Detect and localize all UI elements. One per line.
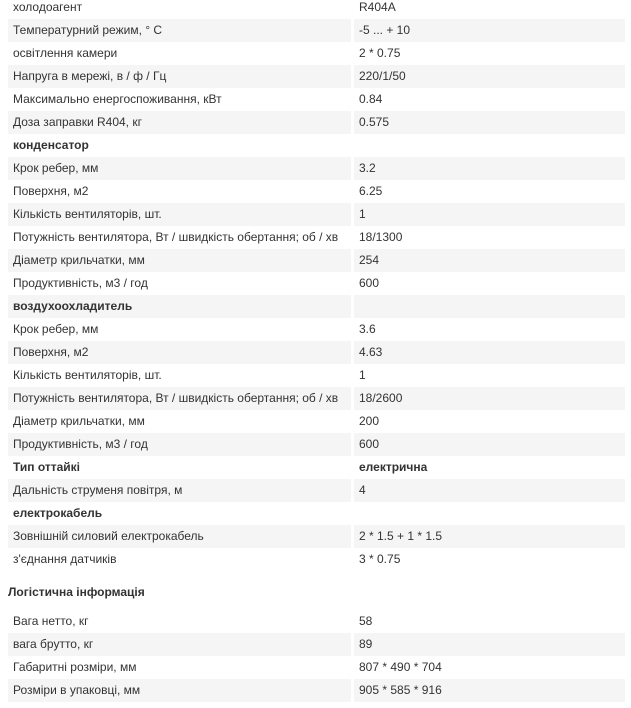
spec-row-max-power-consumption (8, 88, 625, 111)
spec-row-refrigerant (8, 0, 625, 19)
spec-row-condenser-surface (8, 180, 625, 203)
section-value (354, 134, 625, 157)
spec-value: 18/1300 (359, 230, 403, 244)
spec-value: 1 (354, 203, 625, 226)
spec-row-chamber-lighting (8, 42, 625, 65)
spec-row-sensor-connection (8, 548, 625, 571)
logistics-value: 89 (354, 633, 625, 656)
spec-label: Продуктивність, м3 / год (8, 433, 351, 456)
section-title: воздухоохладитель (8, 295, 351, 318)
spec-value: 4.63 (354, 341, 625, 364)
spec-label: Крок ребер, мм (8, 157, 351, 180)
spec-row-cooler-impeller-diameter (8, 410, 625, 433)
logistics-row-net-weight (8, 610, 625, 633)
spec-label: Дальність струменя повітря, м (8, 479, 351, 502)
spec-label: Потужність вентилятора, Вт / швидкість обертання; об / хв (8, 387, 351, 410)
spec-label: освітлення камери (13, 46, 118, 60)
spec-value: 254 (354, 249, 625, 272)
spec-row-condenser-fan-count (8, 203, 625, 226)
spec-row-condenser-fin-pitch (8, 157, 625, 180)
spec-value: 6.25 (359, 184, 383, 198)
logistics-value: 58 (359, 614, 373, 628)
section-header-cable (8, 502, 625, 525)
logistics-label: вага брутто, кг (8, 633, 351, 656)
spec-value: 0.575 (354, 111, 625, 134)
spec-value: 600 (354, 433, 625, 456)
spec-label: Діаметр крильчатки, мм (13, 414, 145, 428)
section-value (354, 295, 625, 318)
spec-label: Потужність вентилятора, Вт / швидкість обертання; об / хв (13, 230, 339, 244)
spec-value: 200 (359, 414, 380, 428)
spec-value: 1 (359, 368, 366, 382)
logistics-row-dimensions (8, 656, 625, 679)
spec-row-power-cable (8, 525, 625, 548)
spec-value: 18/2600 (354, 387, 625, 410)
spec-value: 3 * 0.75 (359, 552, 401, 566)
spec-row-temperature-mode (8, 19, 625, 42)
logistics-heading: Логістична інформація (8, 585, 145, 599)
spec-value: 600 (359, 276, 380, 290)
logistics-value: 905 * 585 * 916 (354, 679, 625, 702)
spec-value: -5 ... + 10 (354, 19, 625, 42)
section-header-condenser (8, 134, 625, 157)
spec-row-condenser-capacity (8, 272, 625, 295)
logistics-label: Габаритні розміри, мм (13, 660, 137, 674)
spec-label: Доза заправки R404, кг (8, 111, 351, 134)
logistics-label: Розміри в упаковці, мм (8, 679, 351, 702)
spec-label: Тип оттайкі (13, 460, 81, 474)
logistics-table (5, 610, 628, 702)
spec-row-air-throw (8, 479, 625, 502)
specifications-table (5, 0, 628, 571)
spec-value: 2 * 0.75 (359, 46, 401, 60)
spec-row-cooler-capacity (8, 433, 625, 456)
spec-value: електрична (359, 460, 428, 474)
spec-label: Напруга в мережі, в / ф / Гц (8, 65, 351, 88)
spec-value: 220/1/50 (354, 65, 625, 88)
section-value (354, 502, 625, 525)
spec-row-condenser-impeller-diameter (8, 249, 625, 272)
spec-row-condenser-fan-power (8, 226, 625, 249)
spec-row-voltage (8, 65, 625, 88)
spec-label: Крок ребер, мм (13, 322, 99, 336)
section-header-air-cooler (8, 295, 625, 318)
spec-row-refrigerant-charge (8, 111, 625, 134)
spec-label: Кількість вентиляторів, шт. (8, 203, 351, 226)
spec-label: Температурний режим, ° C (8, 19, 351, 42)
spec-row-cooler-surface (8, 341, 625, 364)
spec-value: 4 (354, 479, 625, 502)
spec-label: Поверхня, м2 (13, 184, 89, 198)
section-title: конденсатор (13, 138, 89, 152)
logistics-label: Вага нетто, кг (13, 614, 89, 628)
spec-label: Кількість вентиляторів, шт. (13, 368, 162, 382)
spec-value: R404A (359, 0, 396, 14)
spec-label: Поверхня, м2 (8, 341, 351, 364)
spec-label: з'єднання датчиків (13, 552, 117, 566)
spec-label: Зовнішній силовий електрокабель (8, 525, 351, 548)
logistics-value: 807 * 490 * 704 (359, 660, 442, 674)
logistics-row-package-dimensions (8, 679, 625, 702)
spec-value: 3.2 (354, 157, 625, 180)
spec-value: 2 * 1.5 + 1 * 1.5 (354, 525, 625, 548)
section-title: електрокабель (13, 506, 103, 520)
spec-label: Діаметр крильчатки, мм (8, 249, 351, 272)
spec-label: холодоагент (13, 0, 83, 14)
spec-value: 3.6 (359, 322, 376, 336)
spec-row-cooler-fan-power (8, 387, 625, 410)
spec-label: Максимально енергоспоживання, кВт (13, 92, 222, 106)
spec-row-defrost-type (8, 456, 625, 479)
spec-value: 0.84 (359, 92, 383, 106)
spec-label: Продуктивність, м3 / год (13, 276, 148, 290)
logistics-row-gross-weight (8, 633, 625, 656)
spec-row-cooler-fin-pitch (8, 318, 625, 341)
spec-row-cooler-fan-count (8, 364, 625, 387)
